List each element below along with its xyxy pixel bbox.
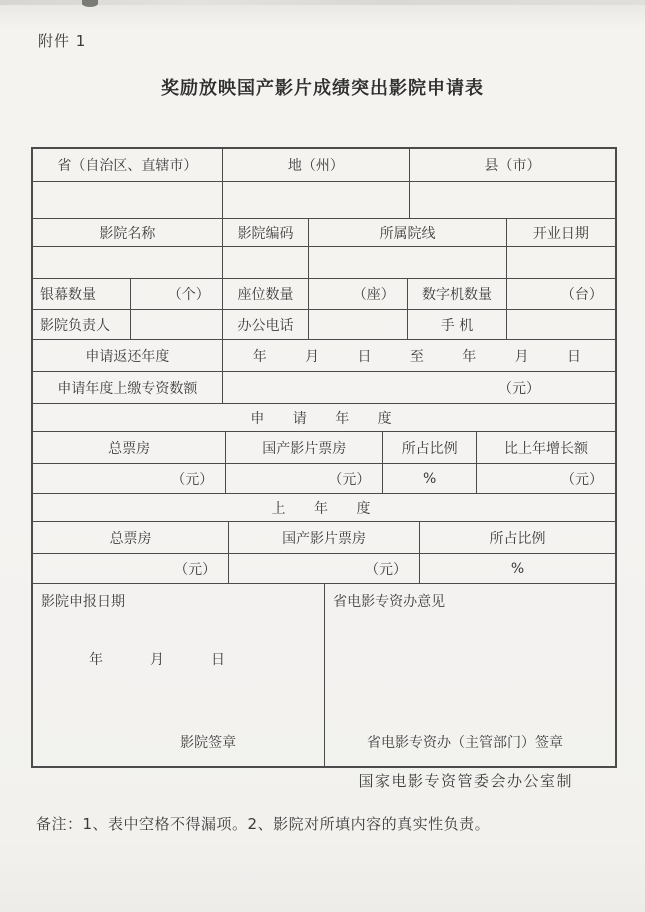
apply-ratio-unit: % — [383, 464, 477, 493]
last-ratio-label: 所占比例 — [489, 530, 546, 547]
apply-ratio-label: 所占比例 — [383, 432, 477, 463]
cinema-value-row — [33, 247, 615, 279]
form-title: 奖励放映国产影片成绩突出影院申请表 — [161, 78, 484, 99]
form-maker-note: 国家电影专资管委会办公室制 — [358, 772, 573, 790]
signature-row — [33, 584, 615, 766]
last-domestic-box-label: 国产影片票房 — [229, 522, 420, 553]
seat-count-unit: （座） — [309, 279, 407, 309]
counts-row — [33, 279, 615, 310]
last-year-units-row — [33, 554, 615, 584]
refund-year-row — [33, 340, 615, 372]
attachment-label: 附件 1 — [38, 32, 87, 50]
county-blank-cell — [410, 182, 615, 218]
application-form-table — [31, 147, 617, 768]
apply-domestic-box-label: 国产影片票房 — [226, 432, 383, 463]
prefecture-label: 地（州） — [223, 149, 410, 181]
seat-count-label: 座位数量 — [223, 279, 310, 309]
sig-date-day: 日 — [211, 652, 225, 668]
screen-count-unit: （个） — [131, 279, 222, 309]
manager-blank-cell — [131, 310, 222, 339]
apply-year-header-row — [33, 404, 615, 432]
date-part-month2: 月 — [514, 348, 529, 365]
office-phone-blank-cell — [309, 310, 407, 339]
cinema-label-row — [33, 219, 615, 247]
province-label: 省（自治区、直辖市） — [33, 149, 223, 181]
office-phone-label: 办公电话 — [223, 310, 310, 339]
provincial-seal-label: 省电影专资办（主管部门）签章 — [366, 735, 563, 751]
mobile-label: 手 机 — [408, 310, 508, 339]
date-part-to: 至 — [409, 348, 424, 365]
declaration-date-parts — [33, 649, 324, 669]
date-part-day2: 日 — [566, 348, 581, 365]
manager-label: 影院负责人 — [33, 310, 131, 339]
scan-smudge-mark — [82, 0, 98, 7]
date-part-year1: 年 — [252, 348, 267, 365]
last-year-columns-row — [33, 522, 615, 554]
cinema-name-label: 影院名称 — [33, 219, 223, 246]
apply-domestic-unit: （元） — [226, 464, 383, 493]
cinema-name-blank-cell — [33, 247, 223, 278]
last-year-header-row — [33, 494, 615, 522]
cinema-chain-blank-cell — [309, 247, 506, 278]
digital-count-unit: （台） — [560, 287, 603, 303]
apply-year-header: 申 请 年 度 — [250, 410, 398, 427]
provincial-opinion-cell — [325, 584, 615, 766]
apply-growth-unit: （元） — [560, 471, 603, 488]
open-date-blank-cell — [507, 247, 615, 278]
cinema-chain-label: 所属院线 — [309, 219, 506, 246]
paid-amount-label: 申请年度上缴专资数额 — [33, 372, 223, 403]
remarks-note: 备注：1、表中空格不得漏项。2、影院对所填内容的真实性负责。 — [36, 815, 491, 833]
paid-amount-unit: （元） — [497, 380, 540, 397]
sig-date-month: 月 — [150, 652, 164, 668]
sig-date-year: 年 — [89, 652, 103, 668]
apply-total-box-label: 总票房 — [33, 432, 226, 463]
province-blank-cell — [33, 182, 223, 218]
prefecture-blank-cell — [223, 182, 410, 218]
region-value-row — [33, 182, 615, 219]
last-domestic-unit: （元） — [229, 554, 420, 583]
date-part-year2: 年 — [462, 348, 477, 365]
last-ratio-unit: % — [510, 560, 525, 577]
county-label: 县（市） — [484, 158, 541, 174]
apply-growth-label: 比上年增长额 — [503, 440, 588, 457]
last-total-box-label: 总票房 — [33, 522, 229, 553]
screen-count-label: 银幕数量 — [33, 279, 131, 309]
refund-year-label: 申请返还年度 — [33, 340, 223, 371]
paid-amount-row — [33, 372, 615, 404]
cinema-seal-label: 影院签章 — [180, 735, 237, 751]
last-total-unit: （元） — [33, 554, 229, 583]
mobile-blank-cell — [507, 310, 615, 339]
apply-total-unit: （元） — [33, 464, 226, 493]
digital-count-label: 数字机数量 — [408, 279, 508, 309]
refund-year-date-range — [223, 340, 615, 371]
last-year-header: 上 年 度 — [271, 500, 377, 517]
cinema-code-blank-cell — [223, 247, 310, 278]
date-part-day1: 日 — [357, 348, 372, 365]
provincial-opinion-label: 省电影专资办意见 — [333, 594, 446, 610]
apply-year-units-row — [33, 464, 615, 494]
open-date-label: 开业日期 — [532, 225, 589, 242]
cinema-declaration-cell — [33, 584, 325, 766]
cinema-code-label: 影院编码 — [223, 219, 310, 246]
date-part-month1: 月 — [305, 348, 320, 365]
apply-year-columns-row — [33, 432, 615, 464]
contacts-row — [33, 310, 615, 340]
region-label-row — [33, 149, 615, 182]
declaration-date-label: 影院申报日期 — [41, 594, 125, 610]
